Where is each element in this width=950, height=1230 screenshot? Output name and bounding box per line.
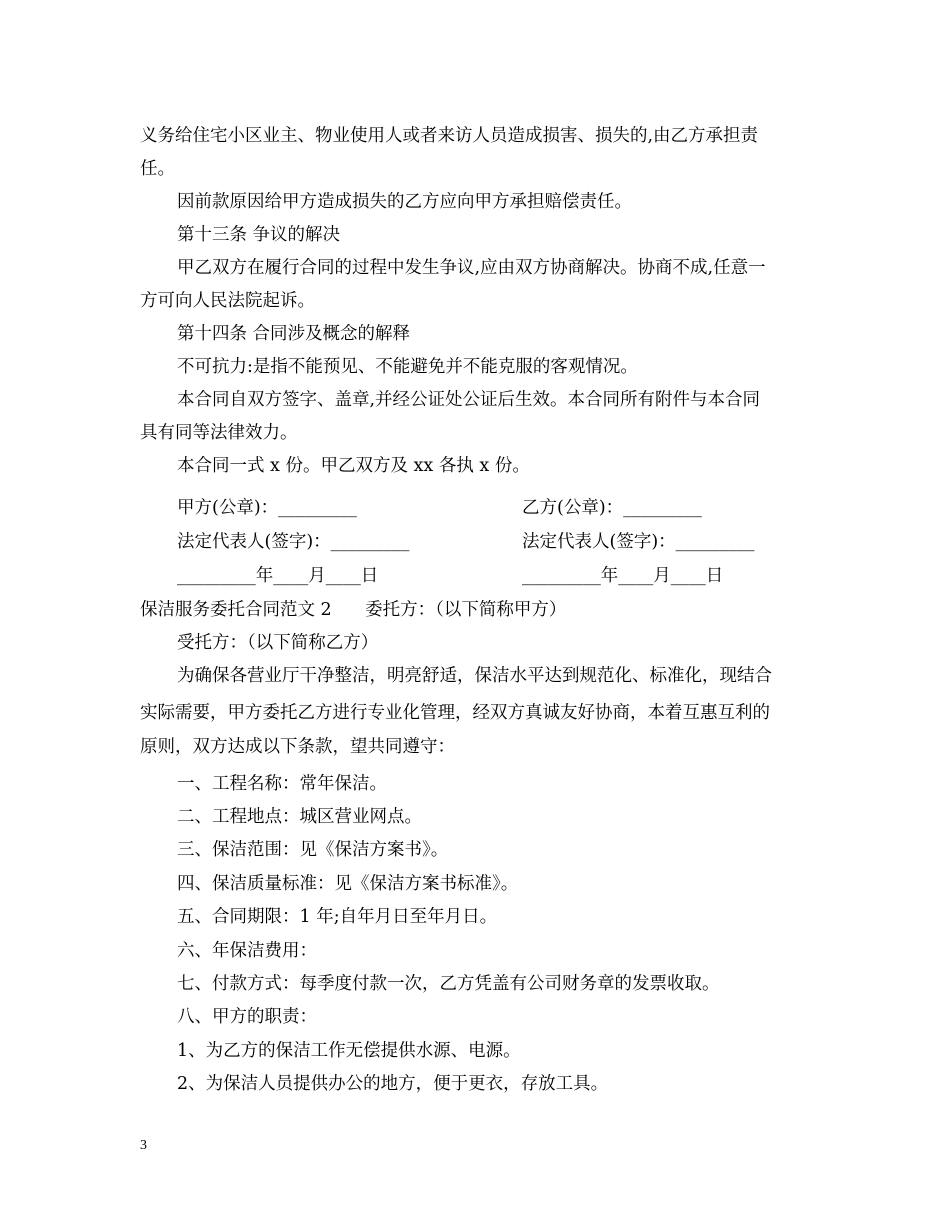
party-b-representative: 法定代表人(签字)：_________ [522, 532, 755, 552]
section-heading: 第十四条 合同涉及概念的解释 [177, 324, 411, 344]
text-line: 本合同一式 x 份。甲乙双方及 xx 各执 x 份。 [177, 456, 530, 476]
text-line: 方可向人民法院起诉。 [140, 291, 315, 311]
clause-item: 七、付款方式：每季度付款一次，乙方凭盖有公司财务章的发票收取。 [177, 974, 720, 994]
party-a-seal: 甲方(公章)：_________ [177, 498, 357, 518]
text-line: 为确保各营业厅干净整洁，明亮舒适，保洁水平达到规范化、标准化，现结合 [177, 666, 772, 686]
clause-item: 六、年保洁费用： [177, 941, 317, 961]
text-line: 义务给住宅小区业主、物业使用人或者来访人员造成损害、损失的,由乙方承担责 [140, 126, 759, 146]
text-line: 不可抗力:是指不能预见、不能避免并不能克服的客观情况。 [177, 357, 638, 377]
clause-item: 四、保洁质量标准：见《保洁方案书标准》。 [177, 874, 519, 894]
text-line: 受托方：（以下简称乙方） [177, 633, 379, 653]
party-b-date: _________年____月____日 [522, 566, 724, 586]
text-line: 具有同等法律效力。 [140, 423, 298, 443]
section-heading: 第十三条 争议的解决 [177, 225, 341, 245]
text-line: 原则，双方达成以下条款，望共同遵守： [140, 737, 455, 757]
clause-item: 2、为保洁人员提供办公的地方，便于更衣，存放工具。 [177, 1074, 609, 1094]
party-a-date: _________年____月____日 [177, 566, 379, 586]
contract-title: 保洁服务委托合同范文 2 委托方：（以下简称甲方） [140, 600, 567, 620]
page-number: 3 [140, 1138, 147, 1153]
clause-item: 1、为乙方的保洁工作无偿提供水源、电源。 [177, 1041, 521, 1061]
text-line: 甲乙双方在履行合同的过程中发生争议,应由双方协商解决。协商不成,任意一 [177, 258, 766, 278]
text-line: 本合同自双方签字、盖章,并经公证处公证后生效。本合同所有附件与本合同 [177, 390, 761, 410]
clause-item: 八、甲方的职责： [177, 1007, 317, 1027]
text-line: 任。 [140, 159, 175, 179]
clause-item: 五、合同期限：1 年;自年月日至年月日。 [177, 907, 498, 927]
party-a-representative: 法定代表人(签字)：_________ [177, 532, 410, 552]
text-line: 因前款原因给甲方造成损失的乙方应向甲方承担赔偿责任。 [177, 192, 632, 212]
clause-item: 二、工程地点：城区营业网点。 [177, 807, 422, 827]
clause-item: 三、保洁范围：见《保洁方案书》。 [177, 840, 449, 860]
party-b-seal: 乙方(公章)：_________ [522, 498, 702, 518]
clause-item: 一、工程名称：常年保洁。 [177, 774, 387, 794]
text-line: 实际需要，甲方委托乙方进行专业化管理，经双方真诚友好协商，本着互惠互利的 [140, 703, 770, 723]
